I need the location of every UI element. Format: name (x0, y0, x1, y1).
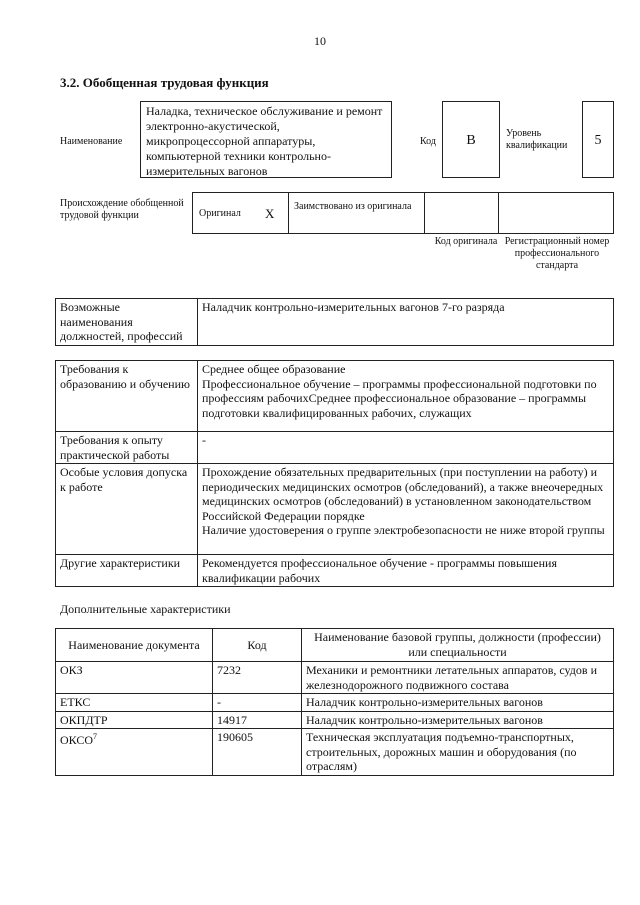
other-value: Рекомендуется профессиональное обучение - программы повышения квалификации рабочих (198, 555, 614, 587)
positions-label: Возможные наименования должностей, профессий (56, 299, 198, 346)
education-line: Профессиональное обучение – программы профессиональной подготовки по профессиям рабочихСреднее профессиональное образование – программы подготовки квалифицированных рабочих, служащих (202, 376, 597, 420)
name-cell: Наладчик контрольно-измерительных вагонов (302, 711, 614, 729)
original-cell (192, 192, 288, 234)
original-label: Оригинал (199, 208, 241, 219)
reg-number-cell (498, 192, 614, 234)
code-label: Код (420, 136, 436, 147)
table-row (56, 464, 614, 555)
name-cell: Техническая эксплуатация подъемно-транспортных, строительных, дорожных машин и оборудования (по отраслям) (302, 729, 614, 776)
doc-cell: ЕТКС (56, 694, 213, 712)
column-header-name: Наименование базовой группы, должности (профессии) или специальности (302, 629, 614, 662)
table-row (56, 662, 614, 694)
table-row (56, 555, 614, 587)
name-cell: Наладчик контрольно-измерительных вагонов (302, 694, 614, 712)
function-name-value: Наладка, техническое обслуживание и ремонт электронно-акустической, микропроцессорной аппаратуры, компьютерной техники контрольно-измерительных вагонов (146, 104, 383, 178)
education-line: Среднее общее образование (202, 362, 346, 376)
column-header-document: Наименование документа (56, 629, 213, 662)
origin-row (192, 192, 614, 234)
original-mark: Х (265, 206, 275, 221)
admission-line: Прохождение обязательных предварительных (при поступлении на работу) и периодических медицинских осмотров (обследований), а также внеочередных медицинских осмотров (обследований) в установленном законодательством Российской Федерации порядке (202, 465, 604, 523)
table-row (56, 432, 614, 464)
code-box (442, 101, 500, 178)
borrowed-label: Заимствовано из оригинала (294, 201, 412, 212)
education-value (198, 361, 614, 432)
code-cell: 7232 (213, 662, 302, 694)
experience-value: - (198, 432, 614, 464)
requirements-table (55, 360, 614, 587)
level-value: 5 (594, 133, 602, 148)
code-original-cell (424, 192, 498, 234)
education-label: Требования к образованию и обучению (56, 361, 198, 432)
table-header-row (56, 629, 614, 662)
additional-title: Дополнительные характеристики (60, 602, 231, 616)
column-header-code: Код (213, 629, 302, 662)
code-cell: - (213, 694, 302, 712)
code-cell: 14917 (213, 711, 302, 729)
table-row (56, 694, 614, 712)
experience-label: Требования к опыту практической работы (56, 432, 198, 464)
code-cell: 190605 (213, 729, 302, 776)
reg-number-caption: Регистрационный номер профессионального стандарта (504, 236, 610, 271)
name-label: Наименование (60, 136, 123, 147)
table-row (56, 361, 614, 432)
code-original-caption: Код оригинала (434, 236, 498, 247)
table-row (56, 299, 614, 346)
section-title: 3.2. Обобщенная трудовая функция (60, 75, 269, 90)
doc-name: ОКСО (60, 733, 94, 747)
page-number: 10 (314, 34, 326, 48)
footnote-mark: 7 (93, 732, 98, 741)
level-label: Уровень квалификации (506, 128, 568, 151)
origin-label: Происхождение обобщенной трудовой функции (60, 198, 184, 221)
doc-cell: ОКЗ (56, 662, 213, 694)
doc-cell: ОКПДТР (56, 711, 213, 729)
function-name-box (140, 101, 392, 178)
name-cell: Механики и ремонтники летательных аппаратов, судов и железнодорожного подвижного состава (302, 662, 614, 694)
admission-line: Наличие удостоверения о группе электробезопасности не ниже второй группы (202, 523, 605, 537)
additional-table (55, 628, 614, 776)
admission-label: Особые условия допуска к работе (56, 464, 198, 555)
admission-value (198, 464, 614, 555)
doc-cell (56, 729, 213, 776)
table-row (56, 711, 614, 729)
level-box (582, 101, 614, 178)
borrowed-cell (288, 192, 424, 234)
table-row (56, 729, 614, 776)
other-label: Другие характеристики (56, 555, 198, 587)
positions-value: Наладчик контрольно-измерительных вагонов 7-го разряда (198, 299, 614, 346)
positions-table (55, 298, 614, 346)
code-value: В (466, 133, 476, 148)
